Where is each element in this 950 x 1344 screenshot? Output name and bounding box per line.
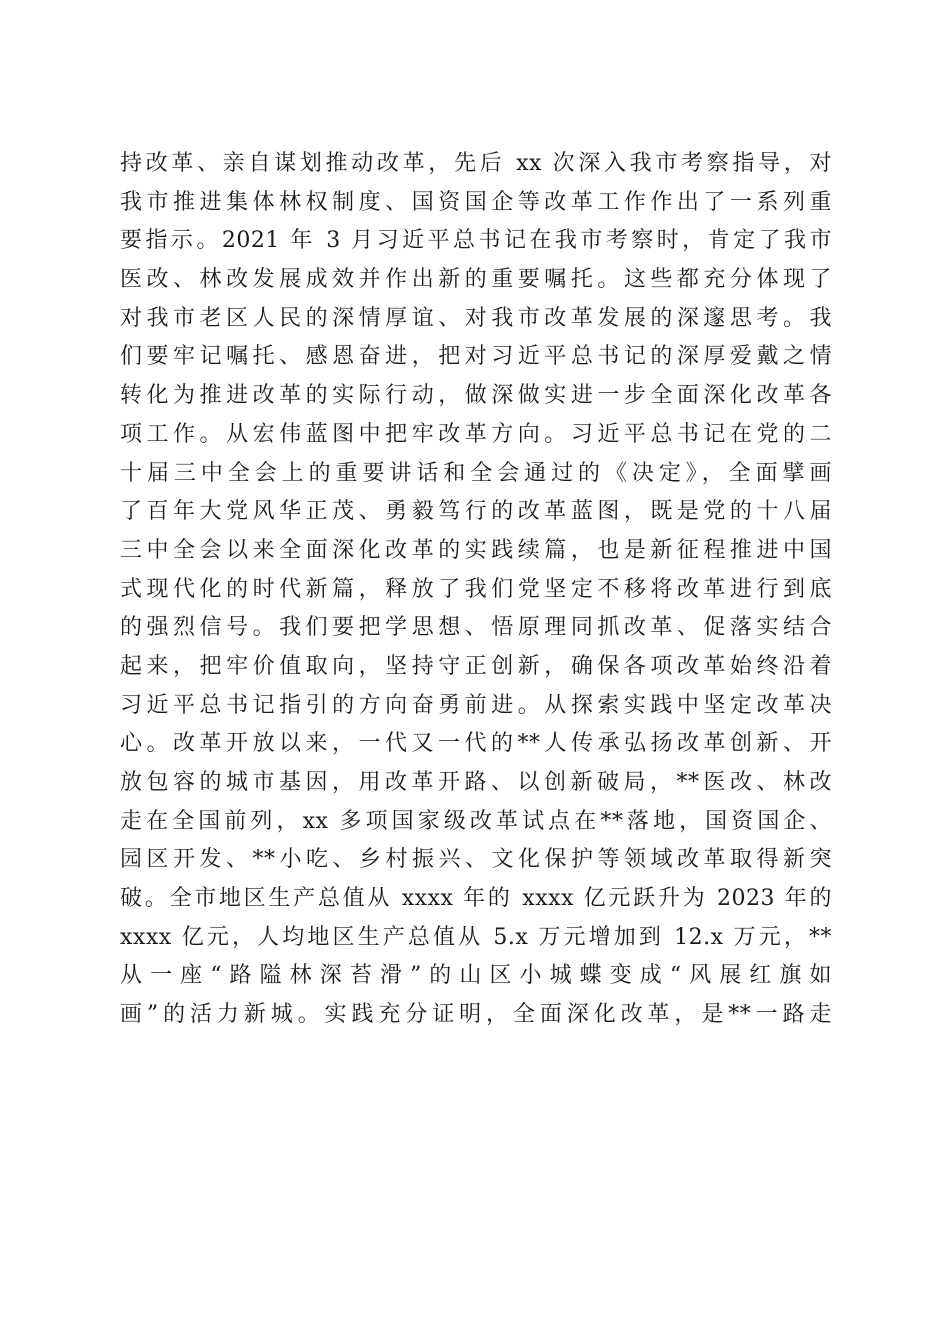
text-line: 式现代化的时代新篇，释放了我们党坚定不移将改革进行到底 <box>120 576 832 602</box>
text-line: 持改革、亲自谋划推动改革，先后 xx 次深入我市考察指导，对 <box>120 151 832 176</box>
text-line: 心。改革开放以来，一代又一代的**人传承弘扬改革创新、开 <box>120 731 832 757</box>
text-line: xxxx 亿元，人均地区生产总值从 5.x 万元增加到 12.x 万元，** <box>120 924 832 950</box>
text-line: 破。全市地区生产总值从 xxxx 年的 xxxx 亿元跃升为 2023 年的 <box>120 886 832 912</box>
text-line: 们要牢记嘱托、感恩奋进，把对习近平总书记的深厚爱戴之情 <box>120 344 832 370</box>
text-line: 了百年大党风华正茂、勇毅笃行的改革蓝图，既是党的十八届 <box>120 499 832 525</box>
text-line: 从一座“路隘林深苔滑”的山区小城蝶变成“风展红旗如 <box>120 963 832 989</box>
text-line: 要指示。2021 年 3 月习近平总书记在我市考察时，肯定了我市 <box>120 228 832 254</box>
text-line: 三中全会以来全面深化改革的实践续篇，也是新征程推进中国 <box>120 537 832 563</box>
text-line: 医改、林改发展成效并作出新的重要嘱托。这些都充分体现了 <box>120 267 832 293</box>
text-line: 的强烈信号。我们要把学思想、悟原理同抓改革、促落实结合 <box>120 615 832 641</box>
text-line: 项工作。从宏伟蓝图中把牢改革方向。习近平总书记在党的二 <box>120 421 832 447</box>
body-paragraph <box>120 145 832 1035</box>
text-line: 放包容的城市基因，用改革开路、以创新破局，**医改、林改 <box>120 770 832 795</box>
text-line: 起来，把牢价值取向，坚持守正创新，确保各项改革始终沿着 <box>120 653 832 679</box>
text-line: 走在全国前列，xx 多项国家级改革试点在**落地，国资国企、 <box>120 808 832 834</box>
text-line: 画”的活力新城。实践充分证明，全面深化改革，是**一路走 <box>120 1002 832 1028</box>
text-line: 园区开发、**小吃、乡村振兴、文化保护等领域改革取得新突 <box>120 847 832 873</box>
text-line: 十届三中全会上的重要讲话和全会通过的《决定》，全面擘画 <box>120 460 832 486</box>
text-line: 对我市老区人民的深情厚谊、对我市改革发展的深邃思考。我 <box>120 305 832 331</box>
text-line: 我市推进集体林权制度、国资国企等改革工作作出了一系列重 <box>120 189 832 215</box>
text-line: 转化为推进改革的实际行动，做深做实进一步全面深化改革各 <box>120 383 832 409</box>
text-line: 习近平总书记指引的方向奋勇前进。从探索实践中坚定改革决 <box>120 692 832 718</box>
